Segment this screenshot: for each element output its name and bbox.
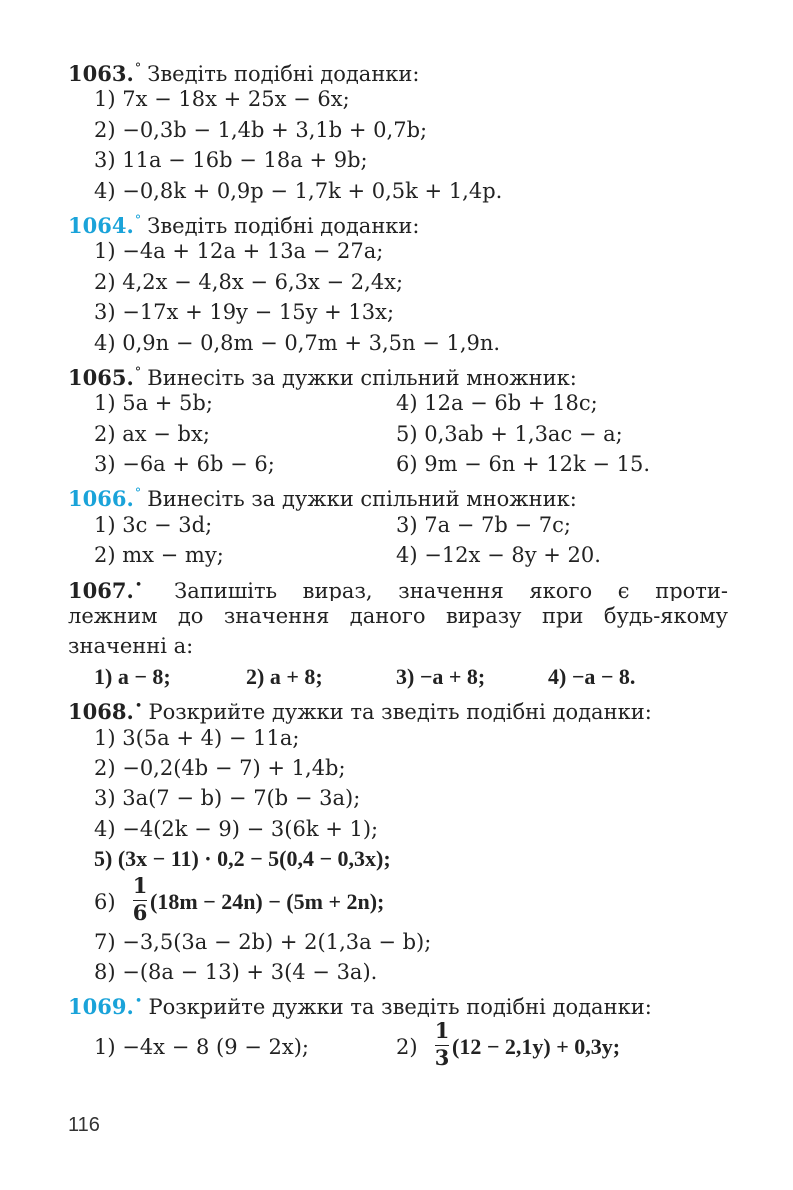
item-label: 6) — [94, 889, 116, 914]
problem-title: Розкрийте дужки та зведіть подібні доданки: — [148, 995, 652, 1020]
difficulty-mark: • — [134, 699, 143, 715]
problem-1068-header — [68, 692, 728, 725]
list-item: 4) 0,9n − 0,8m − 0,7m + 3,5n − 1,9n. — [94, 330, 501, 355]
list-item: 7) −3,5(3a − 2b) + 2(1,3a − b); — [94, 929, 432, 954]
list-item: 8) −(8a − 13) + 3(4 − 3a). — [94, 959, 378, 984]
list-item: 2) −0,3b − 1,4b + 3,1b + 0,7b; — [94, 117, 428, 142]
list-item: 2) −0,2(4b − 7) + 1,4b; — [94, 755, 346, 780]
list-item: 2) mx − my; — [94, 543, 224, 568]
problem-number: 1065. — [68, 364, 134, 390]
list-item: 4) −12x − 8y + 20. — [396, 543, 601, 568]
page-number: 116 — [68, 1114, 100, 1136]
difficulty-mark: • — [134, 994, 143, 1010]
fraction-denominator: 3 — [434, 1044, 450, 1070]
fraction-numerator: 1 — [132, 872, 148, 898]
problem-number: 1069. — [68, 994, 134, 1020]
problem-number: 1064. — [68, 212, 134, 238]
difficulty-mark: ° — [134, 61, 142, 76]
difficulty-mark: ° — [134, 364, 142, 380]
list-item: 3) 7a − 7b − 7c; — [396, 512, 572, 537]
item-label: 2) — [396, 1034, 418, 1059]
list-item: 6) 9m − 6n + 12k − 15. — [396, 452, 651, 477]
list-item: 2) 4,2x − 4,8x − 6,3x − 2,4x; — [94, 269, 404, 294]
problem-title: Винесіть за дужки спільний множник: — [147, 487, 577, 512]
problem-number: 1066. — [68, 486, 134, 512]
problem-number: 1067. — [68, 577, 134, 602]
list-item: 3) −a + 8; — [396, 663, 486, 689]
list-item: 3) −17x + 19y − 15y + 13x; — [94, 300, 395, 325]
list-item: 2) a + 8; — [246, 663, 323, 689]
list-item: 1) 3c − 3d; — [94, 512, 213, 537]
list-item: 4) −0,8k + 0,9p − 1,7k + 0,5k + 1,4p. — [94, 178, 503, 203]
list-item: 1) 5a + 5b; — [94, 391, 213, 416]
problem-title: Винесіть за дужки спільний множник: — [147, 365, 577, 390]
list-item: 1) a − 8; — [94, 663, 171, 689]
list-item: 4) −a − 8. — [548, 663, 636, 689]
list-item: 1) 3(5a + 4) − 11a; — [94, 725, 300, 750]
expression: (18m − 24n) − (5m + 2n); — [150, 888, 385, 914]
problem-title: Зведіть подібні доданки: — [147, 62, 420, 86]
fraction-denominator: 6 — [132, 899, 148, 925]
problem-1065-header — [68, 358, 728, 388]
problem-text-line: Запишіть вираз, значення якого є проти- — [174, 578, 728, 602]
difficulty-mark: • — [134, 577, 143, 593]
list-item: 3) −6a + 6b − 6; — [94, 452, 275, 477]
difficulty-mark: ° — [134, 486, 142, 502]
problem-text-line: значенні a: — [68, 634, 194, 659]
problem-1069-header — [68, 987, 728, 1020]
problem-1064-header — [68, 206, 728, 236]
list-item: 1) 7x − 18x + 25x − 6x; — [94, 87, 350, 112]
list-item: 5) (3x − 11) · 0,2 − 5(0,4 − 0,3x); — [94, 846, 391, 872]
list-item-row — [68, 1018, 728, 1070]
list-item: 4) −4(2k − 9) − 3(6k + 1); — [94, 816, 379, 841]
list-item: 2) ax − bx; — [94, 421, 210, 446]
list-item: 3) 11a − 16b − 18a + 9b; — [94, 148, 368, 173]
problem-number: 1068. — [68, 699, 134, 725]
problem-title: Розкрийте дужки та зведіть подібні доданки: — [148, 700, 652, 725]
textbook-page — [68, 54, 728, 1070]
list-item: 5) 0,3ab + 1,3ac − a; — [396, 421, 623, 446]
problem-1067-header — [68, 571, 728, 601]
problem-number: 1063. — [68, 61, 134, 86]
list-item-fraction — [68, 872, 728, 927]
list-item: 4) 12a − 6b + 18c; — [396, 391, 598, 416]
list-item: 1) −4a + 12a + 13a − 27a; — [94, 239, 384, 264]
problem-title: Зведіть подібні доданки: — [147, 213, 420, 238]
difficulty-mark: ° — [134, 212, 142, 228]
fraction-numerator: 1 — [434, 1017, 450, 1043]
problem-text-line: лежним до значення даного виразу при будь-якому — [68, 604, 728, 629]
problem-1066-header — [68, 479, 728, 512]
expression: (12 − 2,1y) + 0,3y; — [452, 1033, 621, 1059]
list-item: 3) 3a(7 − b) − 7(b − 3a); — [94, 786, 361, 811]
list-item: 1) −4x − 8 (9 − 2x); — [94, 1034, 309, 1059]
problem-1063-header — [68, 54, 728, 84]
